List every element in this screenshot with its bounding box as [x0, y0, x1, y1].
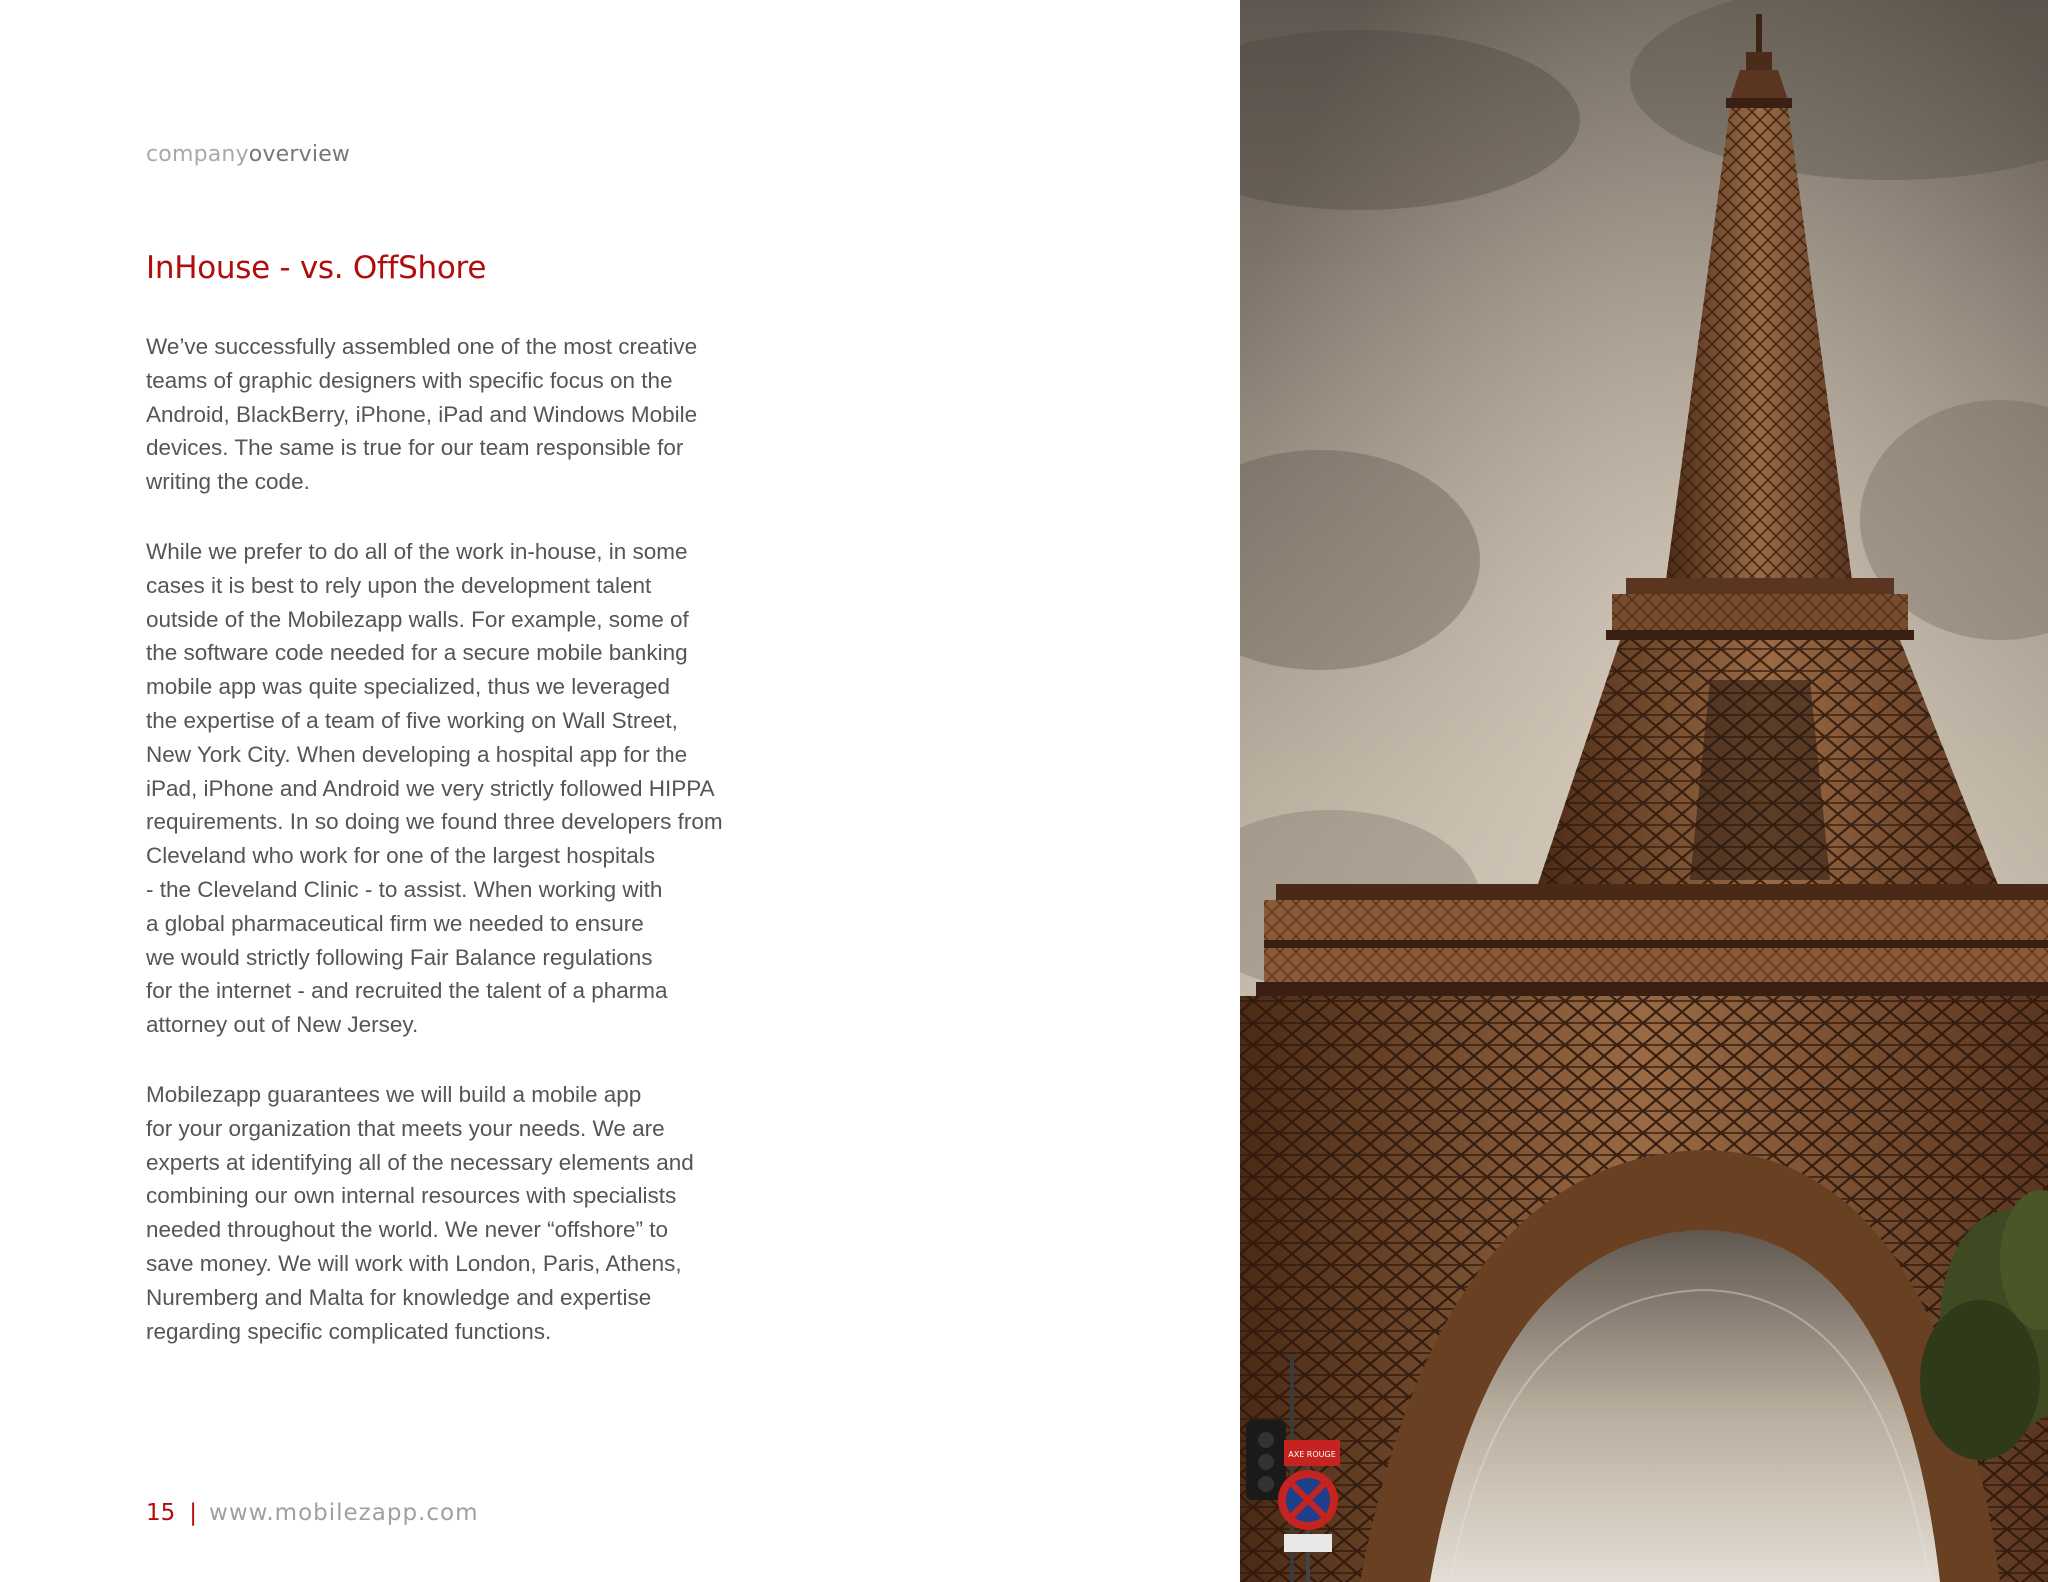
paragraph-line: attorney out of New Jersey. [146, 1012, 419, 1038]
section-label [146, 142, 350, 167]
paragraph-line: New York City. When developing a hospital app for the [146, 741, 688, 767]
paragraph-line: We’ve successfully assembled one of the most creative [146, 334, 698, 359]
paragraph-line: a global pharmaceutical firm we needed to ensure [146, 910, 644, 936]
paragraph-line: experts at identifying all of the necessary elements and [146, 1149, 694, 1175]
website-link[interactable]: www.mobilezapp.com [209, 1500, 479, 1526]
paragraph-line: iPad, iPhone and Android we very strictly followed HIPPA [146, 775, 715, 801]
page-number: 15 [146, 1500, 176, 1526]
eiffel-tower-photo [1240, 0, 2048, 1582]
paragraph-line: Nuremberg and Malta for knowledge and expertise [146, 1284, 652, 1310]
section-label-dark: overview [248, 142, 351, 167]
paragraph-line: requirements. In so doing we found three developers from [146, 809, 723, 835]
paragraph-line: teams of graphic designers with specific focus on the [146, 367, 673, 393]
page-footer [146, 1500, 478, 1526]
paragraph-line: the software code needed for a secure mobile banking [146, 640, 688, 666]
paragraph-line: mobile app was quite specialized, thus we leveraged [146, 674, 671, 700]
paragraph-line: - the Cleveland Clinic - to assist. When working with [146, 876, 663, 902]
section-label-light: company [146, 142, 249, 167]
paragraph-line: While we prefer to do all of the work in-house, in some [146, 538, 688, 564]
paragraph-line: Android, BlackBerry, iPhone, iPad and Windows Mobile [146, 401, 698, 427]
paragraph-line: writing the code. [146, 469, 310, 495]
sign-label: AXE ROUGE [1288, 1450, 1336, 1459]
paragraph-line: we would strictly following Fair Balance regulations [146, 944, 653, 970]
paragraph-line: devices. The same is true for our team responsible for [146, 435, 684, 461]
paragraph-line: Mobilezapp guarantees we will build a mobile app [146, 1081, 642, 1107]
paragraph-line: needed throughout the world. We never “offshore” to [146, 1217, 668, 1243]
article-body [146, 330, 786, 1384]
paragraph-line: regarding specific complicated functions. [146, 1318, 552, 1344]
paragraph-line: outside of the Mobilezapp walls. For example, some of [146, 606, 689, 632]
footer-separator: | [189, 1500, 198, 1526]
paragraph-line: the expertise of a team of five working on Wall Street, [146, 707, 678, 733]
paragraph-line: for the internet - and recruited the talent of a pharma [146, 978, 668, 1004]
paragraph-line: for your organization that meets your needs. We are [146, 1115, 665, 1141]
paragraph-line: combining our own internal resources with specialists [146, 1183, 677, 1209]
paragraph-3 [146, 1078, 786, 1348]
paragraph-2 [146, 535, 786, 1042]
article-title: InHouse - vs. OffShore [146, 250, 487, 286]
paragraph-line: cases it is best to rely upon the development talent [146, 572, 652, 598]
eiffel-tower-illustration [1240, 0, 2048, 1582]
paragraph-1 [146, 330, 786, 499]
paragraph-line: save money. We will work with London, Paris, Athens, [146, 1250, 682, 1276]
paragraph-line: Cleveland who work for one of the largest hospitals [146, 843, 656, 869]
